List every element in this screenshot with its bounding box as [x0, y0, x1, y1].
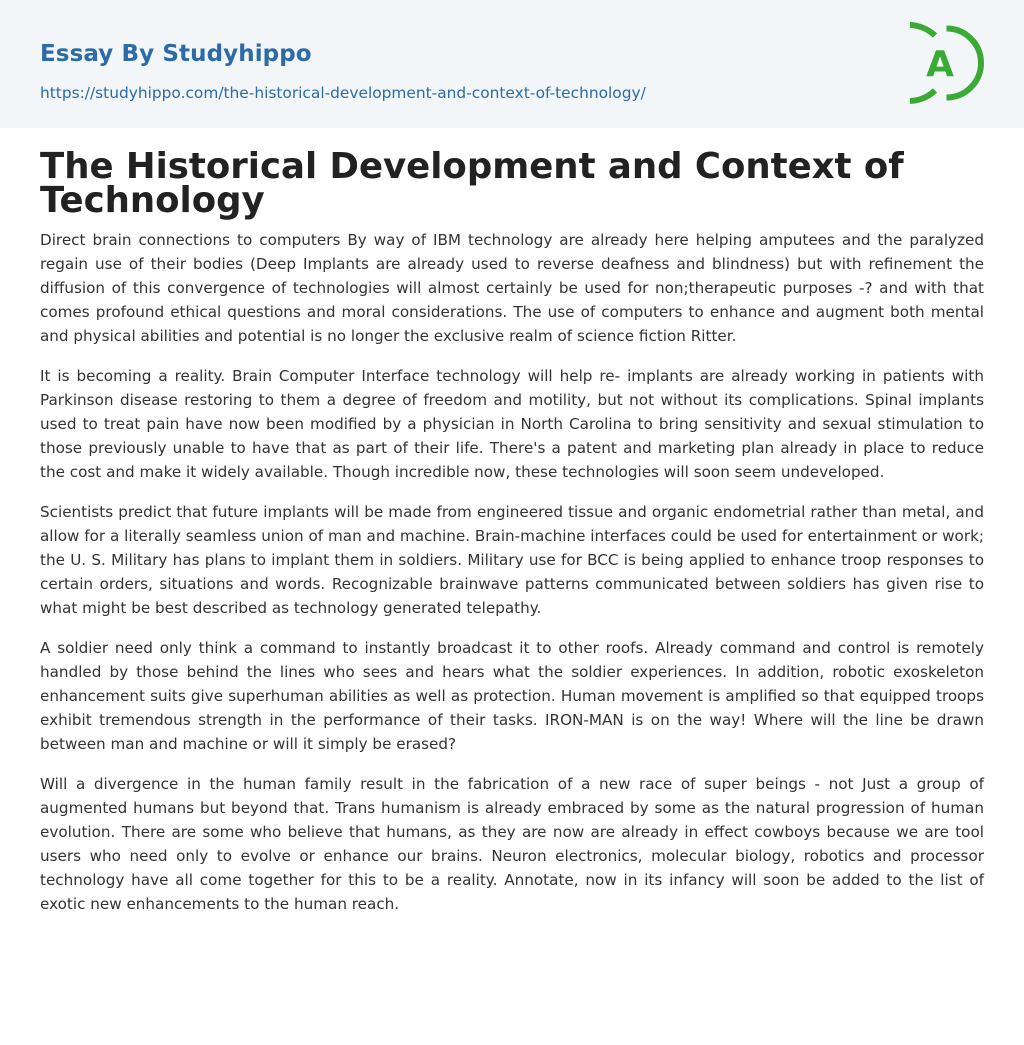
paragraph-2: It is becoming a reality. Brain Computer Interface technology will help re- implants are already working in patients with Parkinson disease restoring to them a degree of freedom and motility, but not without its complications. Spinal implants used to treat pain have now been modified by a physician in North Carolina to bring sensitivity and sexual stimulation to those previously unable to have that as part of their life. There's a patent and marketing plan already in place to reduce the cost and make it widely available. Though incredible now, these technologies will soon seem undeveloped.	[40, 367, 984, 481]
article-body	[40, 228, 984, 932]
page-url-link[interactable]: https://studyhippo.com/the-historical-development-and-context-of-technology/	[40, 84, 646, 102]
logo-letter: A	[926, 44, 954, 85]
page-title: The Historical Development and Context of Technology	[40, 146, 904, 221]
paragraph-5: Will a divergence in the human family result in the fabrication of a new race of super beings - not Just a group of augmented humans but beyond that. Trans humanism is already embraced by some as the natural progression of human evolution. There are some who believe that humans, as they are now are already in effect cowboys because we are tool users who need only to evolve or enhance our brains. Neuron electronics, molecular biology, robotics and processor technology have all come together for this to be a reality. Annotate, now in its infancy will soon be added to the list of exotic new enhancements to the human reach.	[40, 775, 984, 913]
studyhippo-logo-icon[interactable]	[910, 19, 988, 107]
paragraph-1: Direct brain connections to computers By way of IBM technology are already here helping amputees and the paralyzed regain use of their bodies (Deep Implants are already used to reverse deafness and blindness) but with refinement the diffusion of this convergence of technologies will almost certainly be used for non;therapeutic purposes -? and with that comes profound ethical questions and moral considerations. The use of computers to enhance and augment both mental and physical abilities and potential is no longer the exclusive realm of science fiction Ritter.	[40, 231, 984, 345]
site-header	[0, 0, 1024, 128]
site-brand[interactable]: Essay By Studyhippo	[40, 41, 312, 67]
paragraph-3: Scientists predict that future implants will be made from engineered tissue and organic endometrial rather than metal, and allow for a literally seamless union of man and machine. Brain-machine interfaces could be used for entertainment or work; the U. S. Military has plans to implant them in soldiers. Military use for BCC is being applied to enhance troop responses to certain orders, situations and words. Recognizable brainwave patterns communicated between soldiers has given rise to what might be best described as technology generated telepathy.	[40, 503, 984, 617]
paragraph-4: A soldier need only think a command to instantly broadcast it to other roofs. Already command and control is remotely handled by those behind the lines who sees and hears what the soldier experiences. In addition, robotic exoskeleton enhancement suits give superhuman abilities as well as protection. Human movement is amplified so that equipped troops exhibit tremendous strength in the performance of their tasks. IRON-MAN is on the way! Where will the line be drawn between man and machine or will it simply be erased?	[40, 639, 984, 753]
